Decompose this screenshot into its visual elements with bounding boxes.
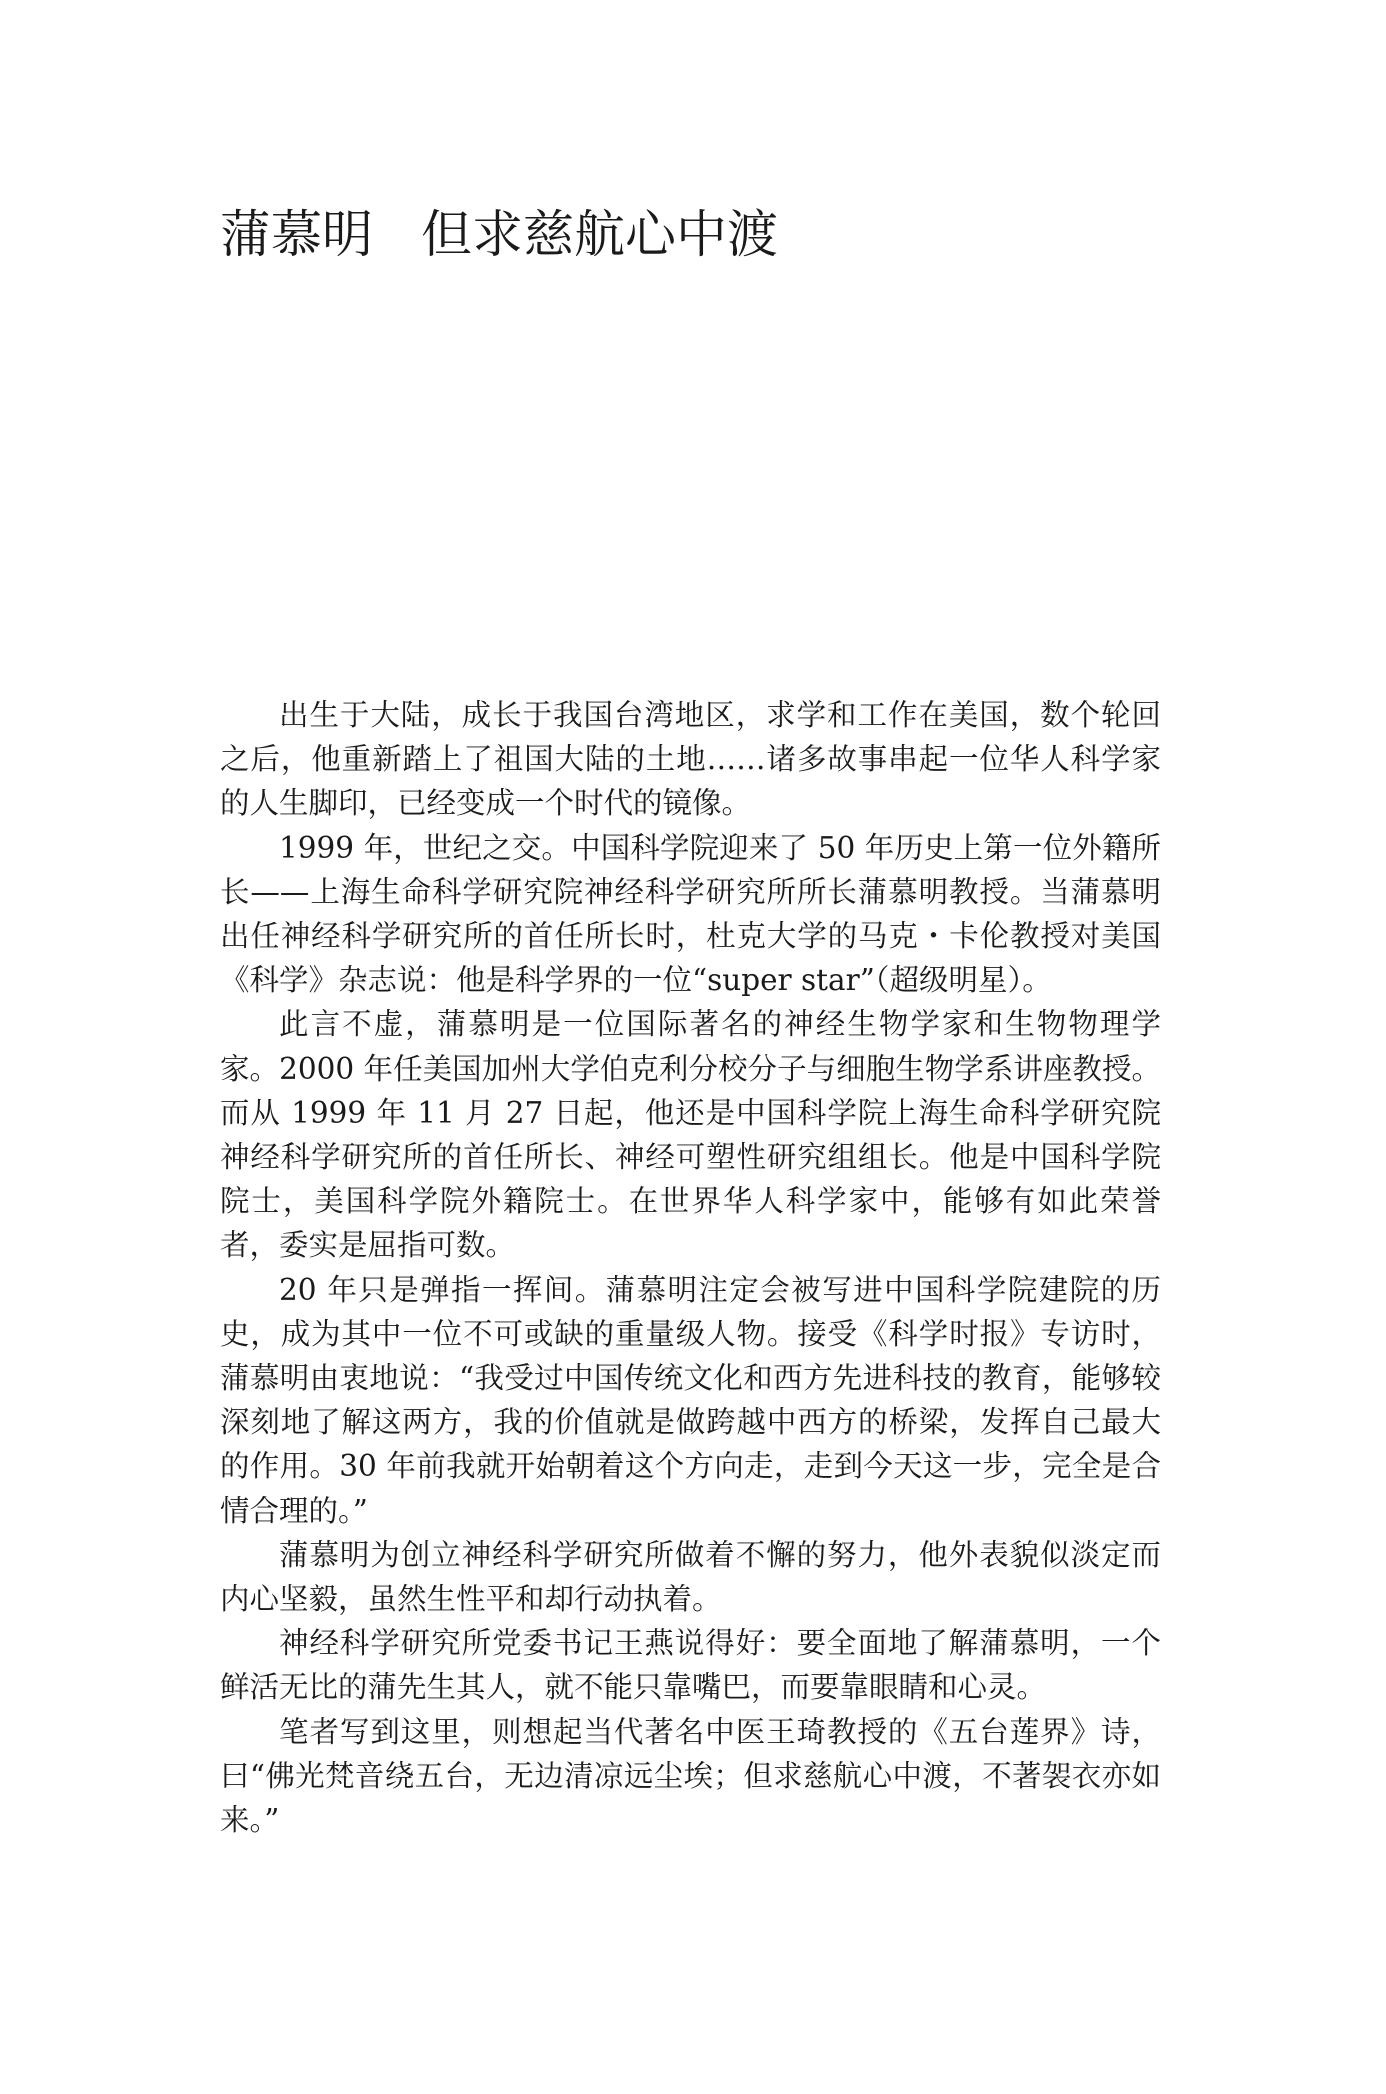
paragraph-3: 此言不虚，蒲慕明是一位国际著名的神经生物学家和生物物理学家。2000 年任美国加州大学伯克利分校分子与细胞生物学系讲座教授。而从 1999 年 11 月 27 日起，他还是中国科学院上海生命科学研究院神经科学研究所的首任所长、神经可塑性研究组组长。他是中国科学院院士，美国科学院外籍院士。在世界华人科学家中，能够有如此荣誉者，委实是屈指可数。 xyxy=(220,1007,1161,1263)
chapter-title-subtitle: 但求慈航心中渡 xyxy=(421,206,779,265)
paragraph-1: 出生于大陆，成长于我国台湾地区，求学和工作在美国，数个轮回之后，他重新踏上了祖国大陆的土地……诸多故事串起一位华人科学家的人生脚印，已经变成一个时代的镜像。 xyxy=(220,698,1161,821)
chapter-title xyxy=(220,205,778,266)
paragraph-6: 神经科学研究所党委书记王燕说得好：要全面地了解蒲慕明，一个鲜活无比的蒲先生其人，就不能只靠嘴巴，而要靠眼睛和心灵。 xyxy=(220,1626,1161,1705)
paragraph-5: 蒲慕明为创立神经科学研究所做着不懈的努力，他外表貌似淡定而内心坚毅，虽然生性平和却行动执着。 xyxy=(220,1537,1161,1617)
chapter-title-name: 蒲慕明 xyxy=(220,206,374,265)
paragraph-4: 20 年只是弹指一挥间。蒲慕明注定会被写进中国科学院建院的历史，成为其中一位不可或缺的重量级人物。接受《科学时报》专访时，蒲慕明由衷地说：“我受过中国传统文化和西方先进科技的教育，能够较深刻地了解这两方，我的价值就是做跨越中西方的桥梁，发挥自己最大的作用。30 年前我就开始朝着这个方向走，走到今天这一步，完全是合情合理的。” xyxy=(220,1272,1161,1528)
paragraph-2: 1999 年，世纪之交。中国科学院迎来了 50 年历史上第一位外籍所长——上海生命科学研究院神经科学研究所所长蒲慕明教授。当蒲慕明出任神经科学研究所的首任所长时，杜克大学的马克・卡伦教授对美国《科学》杂志说：他是科学界的一位“super star”（超级明星）。 xyxy=(220,830,1161,998)
chapter-body xyxy=(220,693,1161,1842)
paragraph-7: 笔者写到这里，则想起当代著名中医王琦教授的《五台莲界》诗，曰“佛光梵音绕五台，无边清凉远尘埃；但求慈航心中渡，不著袈衣亦如来。” xyxy=(220,1714,1161,1838)
